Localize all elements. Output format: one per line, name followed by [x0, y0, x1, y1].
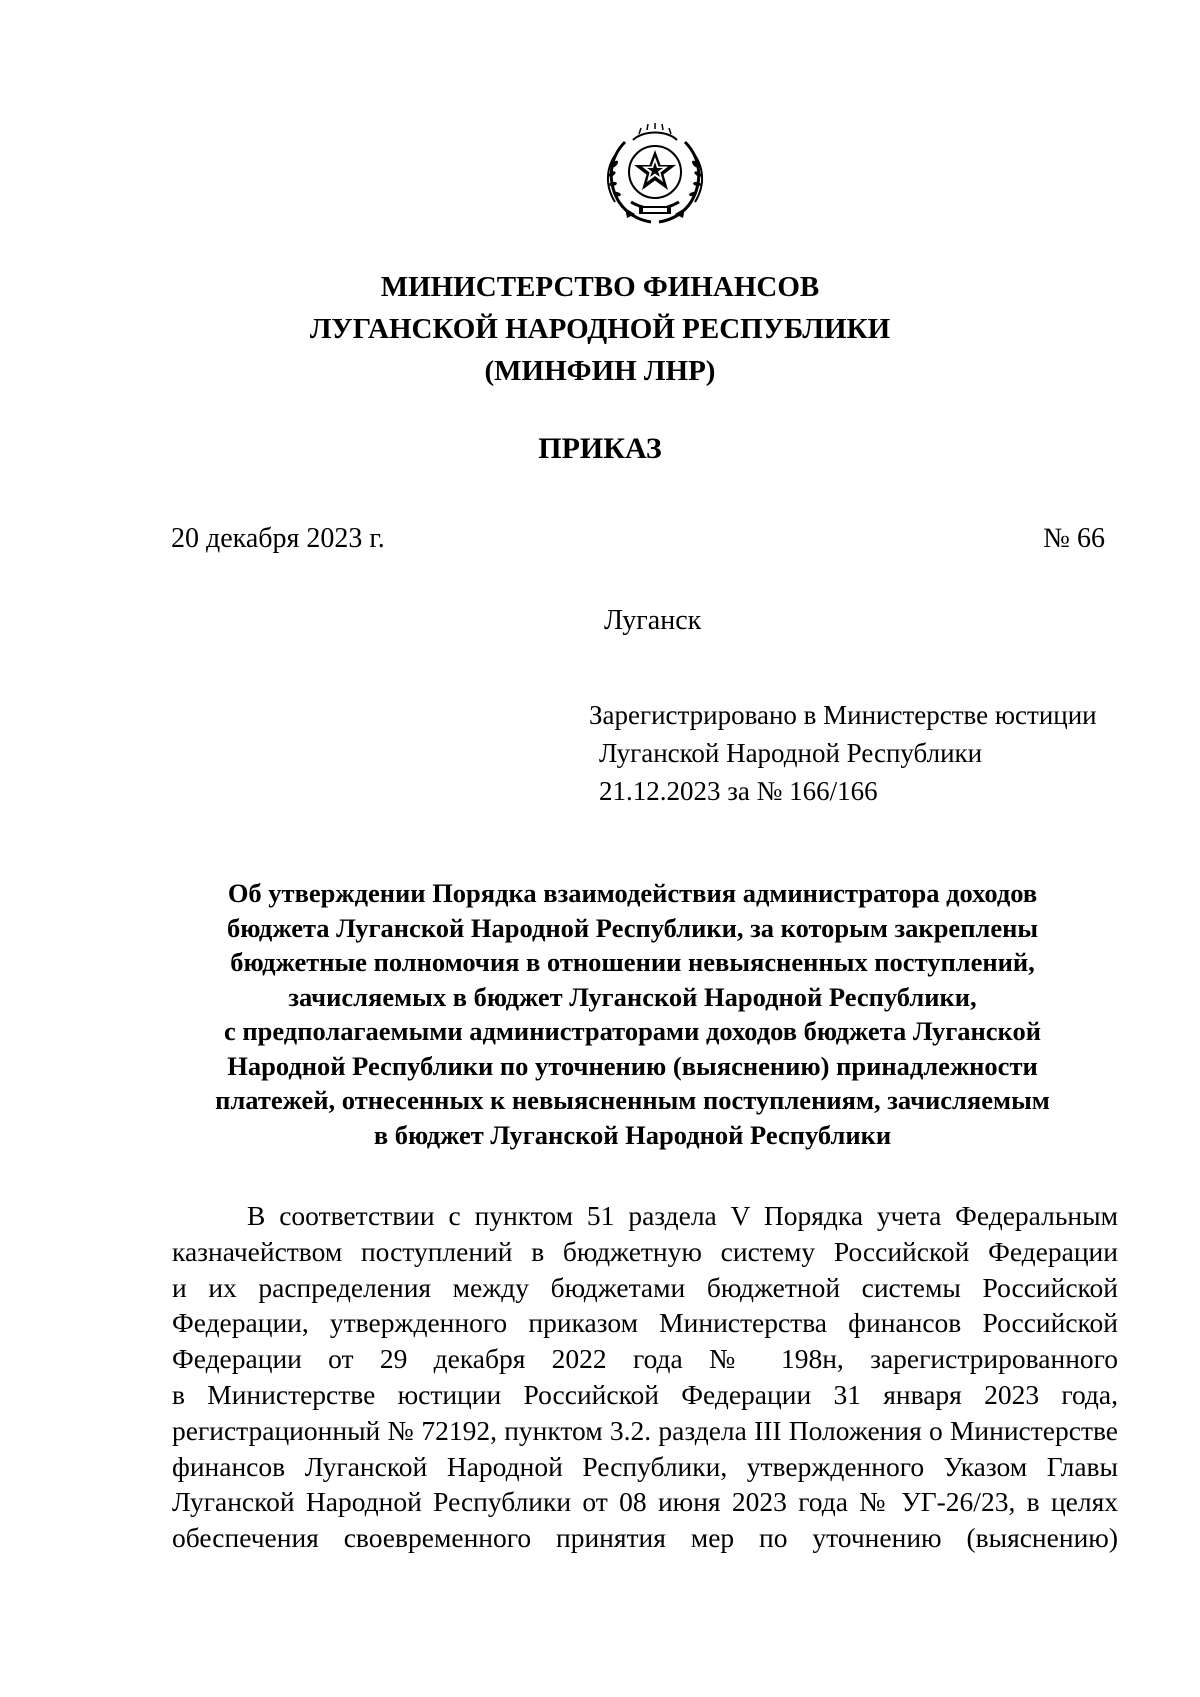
- body-line: финансов Луганской Народной Республики, утвержденного Указом Главы: [172, 1450, 1118, 1482]
- document-date: 20 декабря 2023 г.: [171, 523, 385, 554]
- title-line: Об утверждении Порядка взаимодействия администратора доходов: [227, 878, 1038, 908]
- body-paragraph: [172, 1198, 1118, 1556]
- registration-line-2: Луганской Народной Республики: [599, 738, 983, 768]
- document-city: Луганск: [604, 605, 702, 636]
- registration-line-3: 21.12.2023 за № 166/166: [599, 776, 878, 806]
- title-line: бюджетные полномочия в отношении невыясненных поступлений,: [230, 947, 1035, 977]
- document-title: [160, 876, 1105, 1152]
- title-line: зачисляемых в бюджет Луганской Народной Республики,: [288, 981, 977, 1012]
- document-number: № 66: [1043, 523, 1105, 554]
- title-line: в бюджет Луганской Народной Республики: [373, 1119, 892, 1150]
- body-line: Луганской Народной Республики от 08 июня 2023 года № УГ-26/23, в целях: [172, 1486, 1118, 1518]
- title-line: бюджета Луганской Народной Республики, за которым закреплены: [226, 912, 1039, 943]
- body-line: и их распределения между бюджетами бюджетной системы Российской: [172, 1271, 1118, 1303]
- body-line: обеспечения своевременного принятия мер по уточнению (выяснению): [172, 1522, 1118, 1554]
- body-line: в Министерстве юстиции Российской Федерации 31 января 2023 года,: [172, 1378, 1118, 1410]
- header-line-1: МИНИСТЕРСТВО ФИНАНСОВ: [380, 271, 820, 303]
- header-line-3: (МИНФИН ЛНР): [484, 355, 716, 387]
- body-line: казначейством поступлений в бюджетную систему Российской Федерации: [172, 1235, 1118, 1267]
- registration-line-1: Зарегистрировано в Министерстве юстиции: [589, 700, 1097, 730]
- body-line: Федерации, утвержденного приказом Министерства финансов Российской: [172, 1307, 1118, 1339]
- body-line: регистрационный № 72192, пунктом 3.2. раздела III Положения о Министерстве: [172, 1414, 1118, 1446]
- ministry-header: [0, 266, 1200, 392]
- title-line: платежей, отнесенных к невыясненным поступлениям, зачисляемым: [215, 1085, 1050, 1115]
- body-line: Федерации от 29 декабря 2022 года № 198н, зарегистрированного: [172, 1343, 1118, 1375]
- document-type: ПРИКАЗ: [538, 432, 662, 465]
- body-line: В соответствии с пунктом 51 раздела V Порядка учета Федеральным: [247, 1200, 1118, 1231]
- header-line-2: ЛУГАНСКОЙ НАРОДНОЙ РЕСПУБЛИКИ: [309, 313, 891, 345]
- registration-note: [589, 696, 1097, 810]
- title-line: Народной Республики по уточнению (выяснению) принадлежности: [227, 1050, 1038, 1081]
- coat-of-arms-icon: [595, 120, 715, 230]
- title-line: с предполагаемыми администраторами доходов бюджета Луганской: [224, 1016, 1041, 1046]
